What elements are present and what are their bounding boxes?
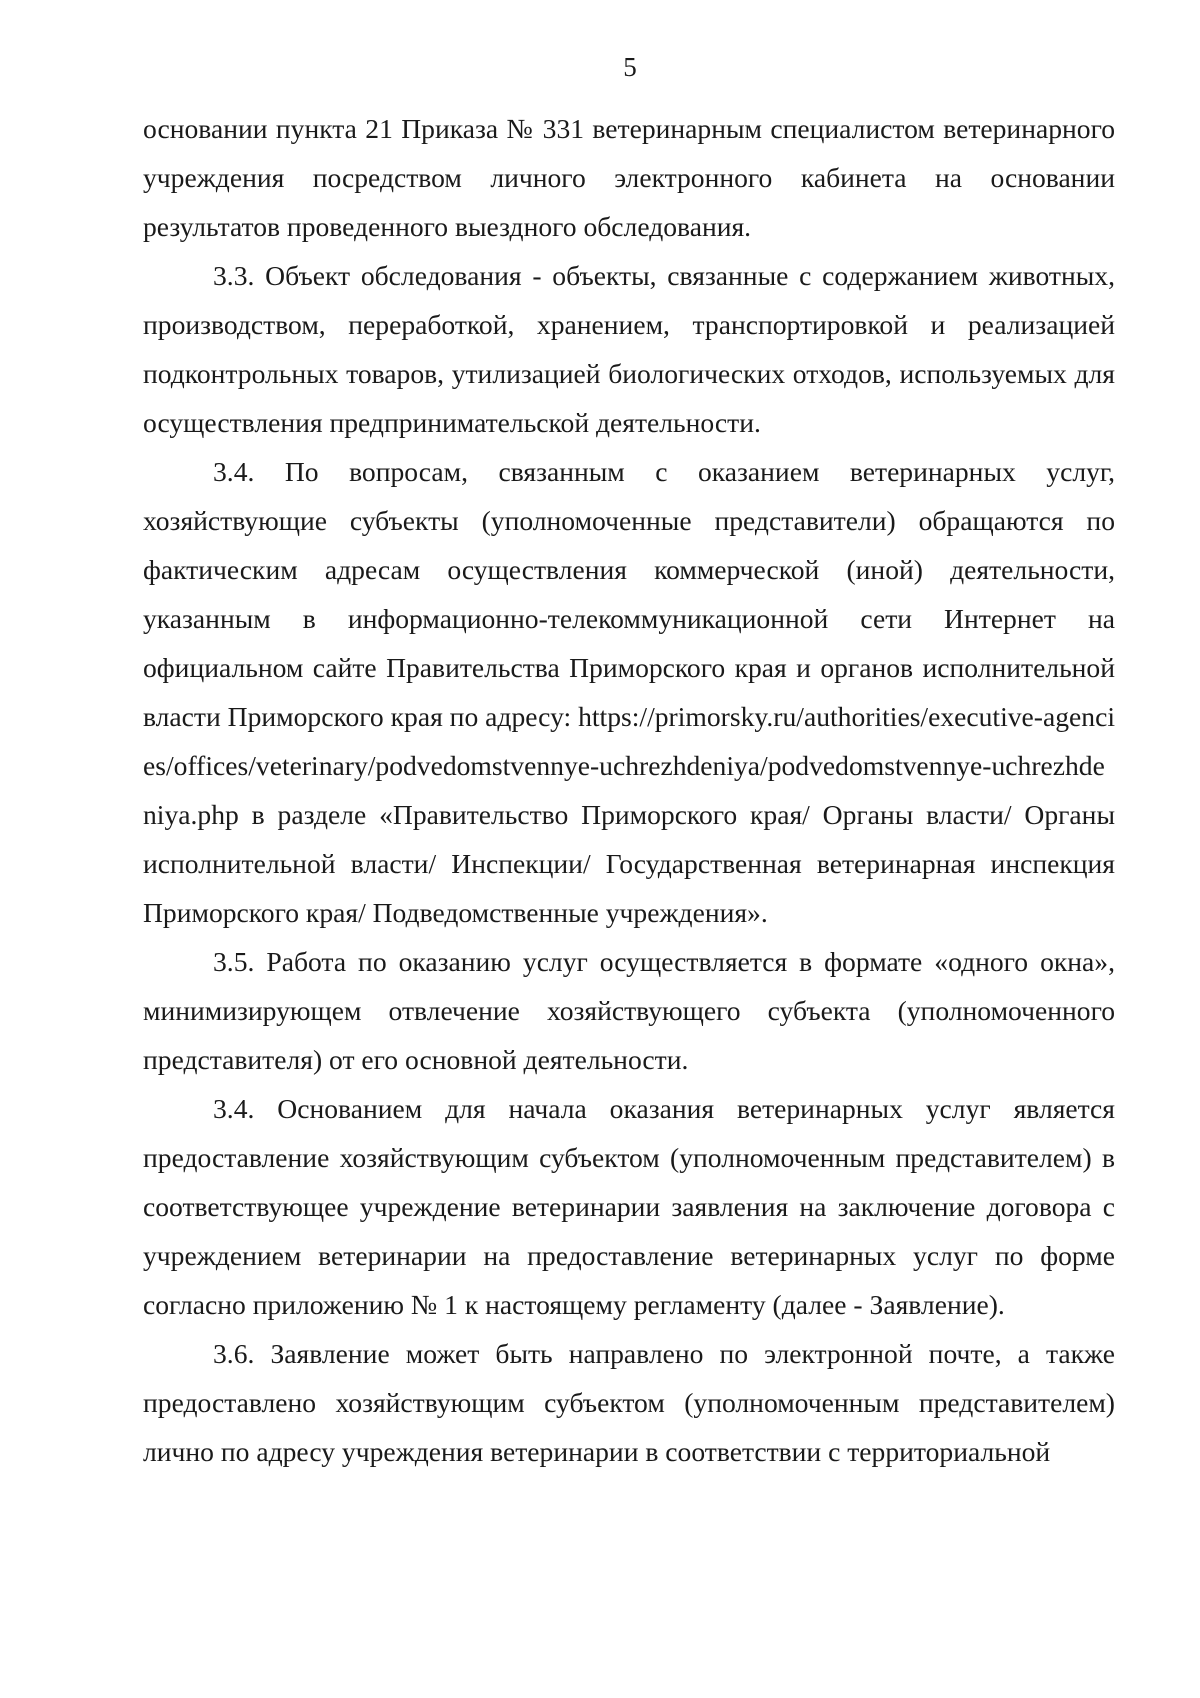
primorsky-url: https://primorsky.ru/authorities/executive-agencies/offices/veterinary/podvedomstvennye-uchrezhdeniya/podvedomstvennye-uchrezhdeniya.php <box>143 701 1115 830</box>
paragraph-3-4-contacts <box>143 447 1115 937</box>
paragraph-3-6: 3.6. Заявление может быть направлено по электронной почте, а также предоставлено хозяйствующим субъектом (уполномоченным представителем) лично по адресу учреждения ветеринарии в соответствии с территориальной <box>143 1338 1115 1467</box>
paragraph-continuation: основании пункта 21 Приказа № 331 ветеринарным специалистом ветеринарного учреждения посредством личного электронного кабинета на основании результатов проведенного выездного обследования. <box>143 113 1115 242</box>
paragraph-3-4-basis: 3.4. Основанием для начала оказания ветеринарных услуг является предоставление хозяйствующим субъектом (уполномоченным представителем) в соответствующее учреждение ветеринарии заявления на заключение договора с учреждением ветеринарии на предоставление ветеринарных услуг по форме согласно приложению № 1 к настоящему регламенту (далее - Заявление). <box>143 1093 1115 1320</box>
paragraph-text: 3.4. По вопросам, связанным с оказанием ветеринарных услуг, хозяйствующие субъекты (уполномоченные представители) обращаются по фактическим адресам осуществления коммерческой (иной) деятельности, указанным в информационно-телекоммуникационной сети Интернет на официальном сайте Правительства Приморского края и органов исполнительной власти Приморского края по адресу: <box>143 456 1115 732</box>
document-body <box>143 104 1115 1476</box>
paragraph-3-5: 3.5. Работа по оказанию услуг осуществляется в формате «одного окна», минимизирующем отвлечение хозяйствующего субъекта (уполномоченного представителя) от его основной деятельности. <box>143 946 1115 1075</box>
page-number: 5 <box>623 52 637 82</box>
paragraph-3-3: 3.3. Объект обследования - объекты, связанные с содержанием животных, производством, переработкой, хранением, транспортировкой и реализацией подконтрольных товаров, утилизацией биологических отходов, используемых для осуществления предпринимательской деятельности. <box>143 260 1115 438</box>
paragraph-text: в разделе «Правительство Приморского края/ Органы власти/ Органы исполнительной власти/ Инспекции/ Государственная ветеринарная инспекция Приморского края/ Подведомственные учреждения». <box>143 799 1115 928</box>
